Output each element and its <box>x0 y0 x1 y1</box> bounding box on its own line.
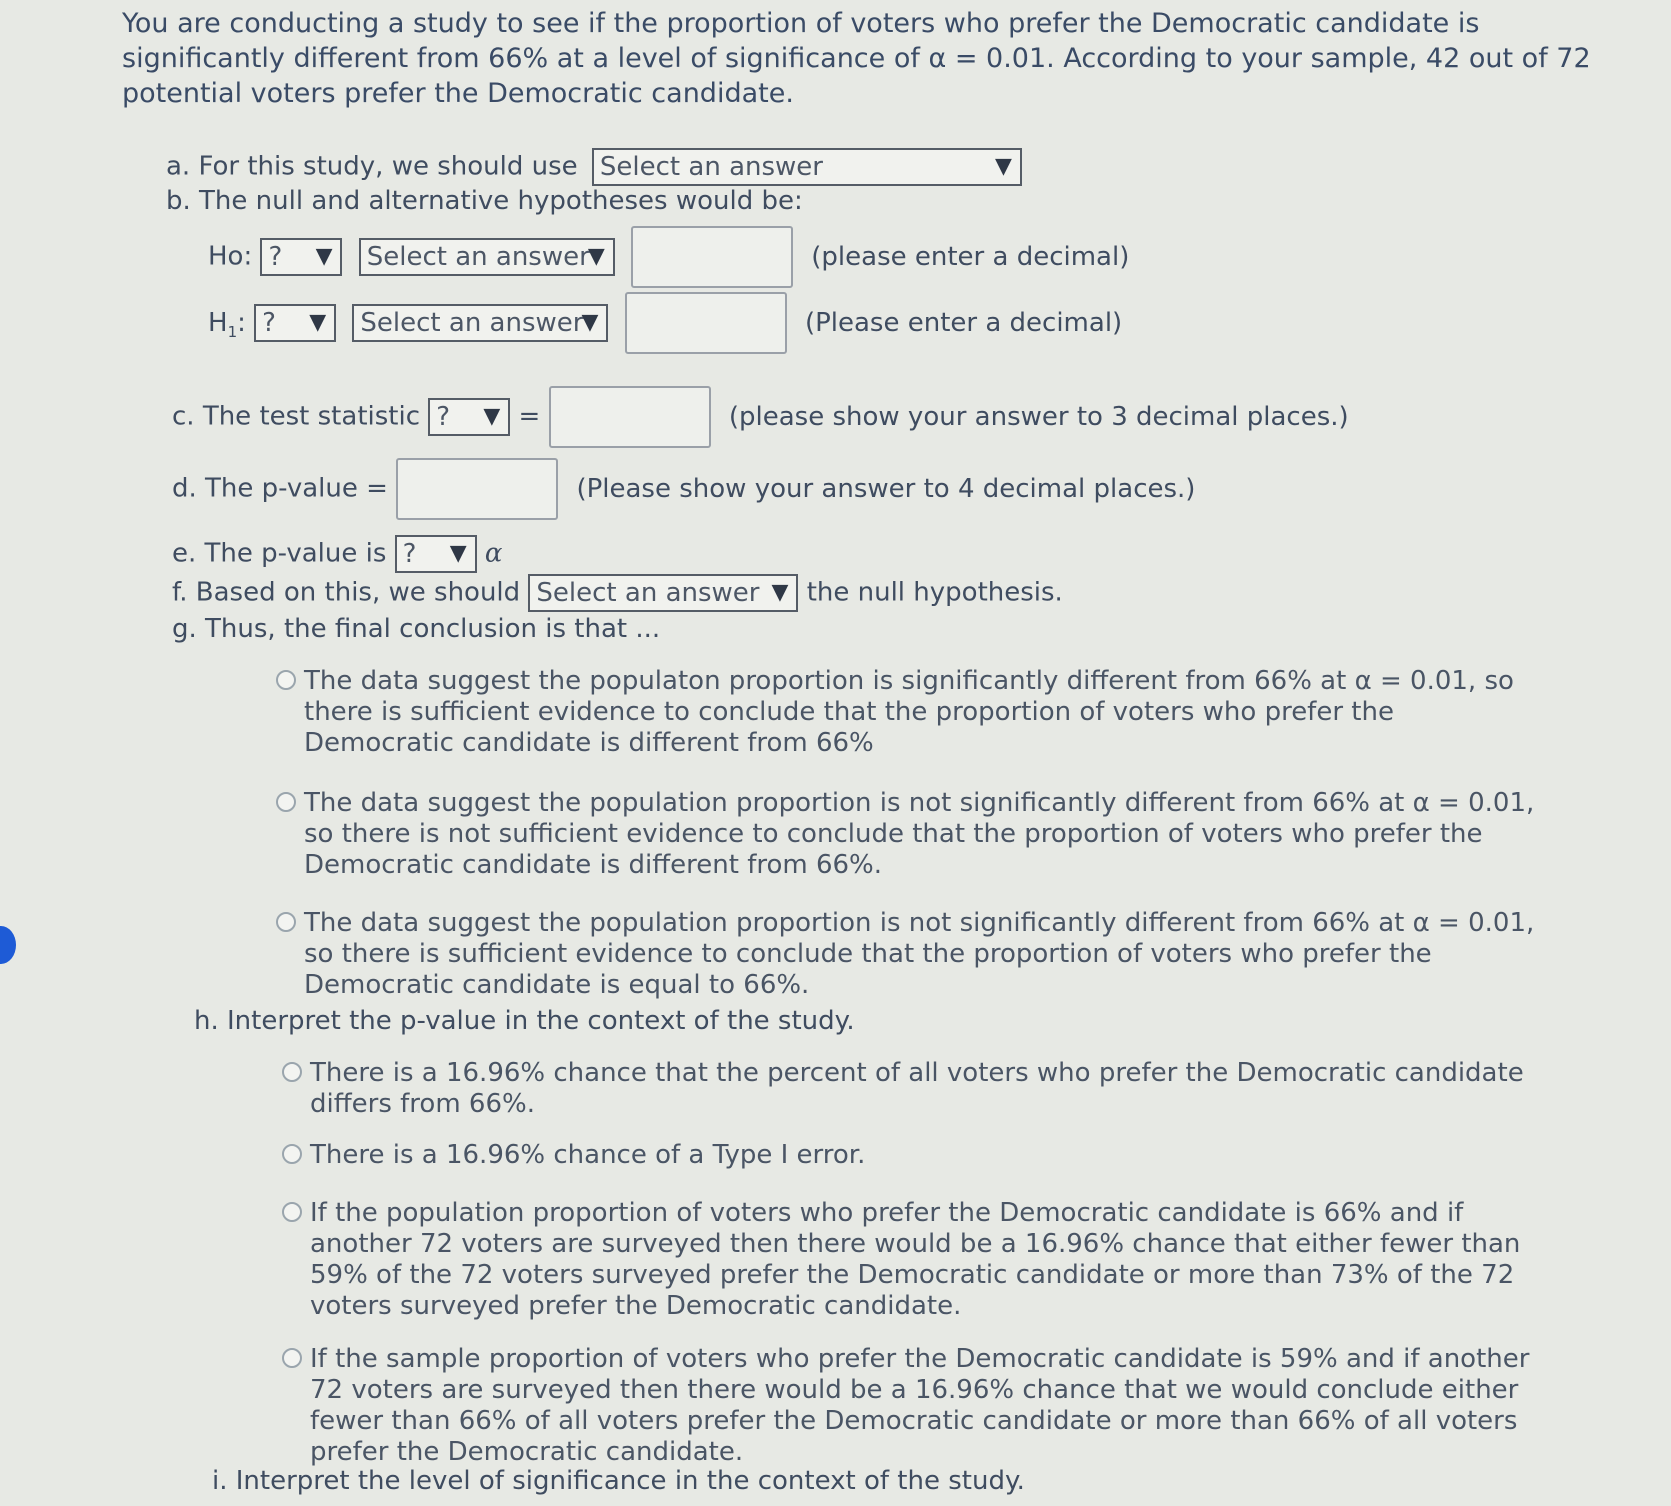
chevron-down-icon: ▼ <box>771 580 789 605</box>
question-h-label: h. Interpret the p-value in the context of the study. <box>194 1006 855 1036</box>
question-f-suffix: the null hypothesis. <box>806 577 1063 608</box>
chevron-down-icon: ▼ <box>449 541 467 566</box>
h0-hint: (please enter a decimal) <box>811 241 1130 272</box>
problem-statement: You are conducting a study to see if the proportion of voters who prefer the Democratic candidate is significantly different from 66% at a level of significance of α = 0.01. According to your sample, 42 out of 72 potential voters prefer the Democratic candidate. <box>122 8 1591 109</box>
test-statistic-select[interactable]: ? ▼ <box>428 398 510 436</box>
chevron-down-icon: ▼ <box>315 244 333 269</box>
chevron-down-icon: ▼ <box>581 310 599 335</box>
h0-parameter-select[interactable]: ? ▼ <box>260 238 342 276</box>
h1-value-input[interactable] <box>625 292 787 354</box>
interpretation-option-2[interactable]: There is a 16.96% chance of a Type I error. <box>282 1140 1552 1171</box>
scroll-indicator <box>0 926 16 964</box>
radio-icon[interactable] <box>282 1144 302 1164</box>
h0-label: Ho: <box>208 241 253 272</box>
decision-select[interactable]: Select an answer ▼ <box>528 574 798 612</box>
conclusion-option-2[interactable]: The data suggest the population proportion is not significantly different from 66% at α = 0.01, so there is not sufficient evidence to conclude that the proportion of voters who prefer the Democratic candidate is different from 66%. <box>276 788 1546 881</box>
h1-hint: (Please enter a decimal) <box>804 307 1123 338</box>
question-b-label: b. The null and alternative hypotheses would be: <box>166 186 803 216</box>
h0-row <box>208 226 1129 288</box>
p-value-compare-select[interactable]: ? ▼ <box>395 535 477 573</box>
question-i-label: i. Interpret the level of significance in the context of the study. <box>212 1466 1025 1496</box>
question-g-label: g. Thus, the final conclusion is that ... <box>172 614 661 644</box>
question-c-label: c. The test statistic <box>172 401 420 432</box>
question-e-label: e. The p-value is <box>172 538 387 569</box>
test-statistic-input[interactable] <box>549 386 711 448</box>
conclusion-option-1[interactable]: The data suggest the populaton proportion is significantly different from 66% at α = 0.01, so there is sufficient evidence to conclude that the proportion of voters who prefer the Democratic candidate is different from 66% <box>276 666 1546 759</box>
chevron-down-icon: ▼ <box>587 244 605 269</box>
p-value-input[interactable] <box>396 458 558 520</box>
alpha-symbol: α <box>484 538 503 569</box>
h1-parameter-select[interactable]: ? ▼ <box>254 304 336 342</box>
radio-icon[interactable] <box>282 1202 302 1222</box>
radio-icon[interactable] <box>276 792 296 812</box>
question-f-label: f. Based on this, we should <box>172 577 521 608</box>
h1-row <box>208 292 1122 354</box>
question-c-hint: (please show your answer to 3 decimal places.) <box>728 401 1349 432</box>
question-c <box>172 386 1349 448</box>
h1-operator-select[interactable]: Select an answer ▼ <box>352 304 608 342</box>
radio-icon[interactable] <box>282 1062 302 1082</box>
question-d-hint: (Please show your answer to 4 decimal places.) <box>576 473 1196 504</box>
test-type-select[interactable]: Select an answer ▼ <box>592 148 1022 186</box>
h1-label: $H_1$: <box>208 307 246 341</box>
h0-operator-select[interactable]: Select an answer ▼ <box>359 238 615 276</box>
question-a-label: a. For this study, we should use <box>166 151 578 182</box>
chevron-down-icon: ▼ <box>995 154 1012 179</box>
chevron-down-icon: ▼ <box>483 404 501 429</box>
interpretation-option-3[interactable]: If the population proportion of voters who prefer the Democratic candidate is 66% and if another 72 voters are surveyed then there would be a 16.96% chance that either fewer than 59% of the 72 voters surveyed prefer the Democratic candidate or more than 73% of the 72 voters surveyed prefer the Democratic candidate. <box>282 1198 1552 1322</box>
question-d <box>172 458 1195 520</box>
chevron-down-icon: ▼ <box>309 310 327 335</box>
question-a <box>166 148 1022 186</box>
question-f <box>172 574 1063 612</box>
equals-sign: = <box>518 401 541 432</box>
question-d-label: d. The p-value = <box>172 473 388 504</box>
radio-icon[interactable] <box>276 670 296 690</box>
question-e <box>172 535 502 573</box>
interpretation-option-4[interactable]: If the sample proportion of voters who prefer the Democratic candidate is 59% and if another 72 voters are surveyed then there would be a 16.96% chance that we would conclude either fewer than 66% of all voters prefer the Democratic candidate or more than 66% of all voters prefer the Democratic candidate. <box>282 1344 1552 1468</box>
conclusion-option-3[interactable]: The data suggest the population proportion is not significantly different from 66% at α = 0.01, so there is sufficient evidence to conclude that the proportion of voters who prefer the Democratic candidate is equal to 66%. <box>276 908 1546 1001</box>
h0-value-input[interactable] <box>631 226 793 288</box>
radio-icon[interactable] <box>282 1348 302 1368</box>
interpretation-option-1[interactable]: There is a 16.96% chance that the percent of all voters who prefer the Democratic candidate differs from 66%. <box>282 1058 1552 1120</box>
radio-icon[interactable] <box>276 912 296 932</box>
